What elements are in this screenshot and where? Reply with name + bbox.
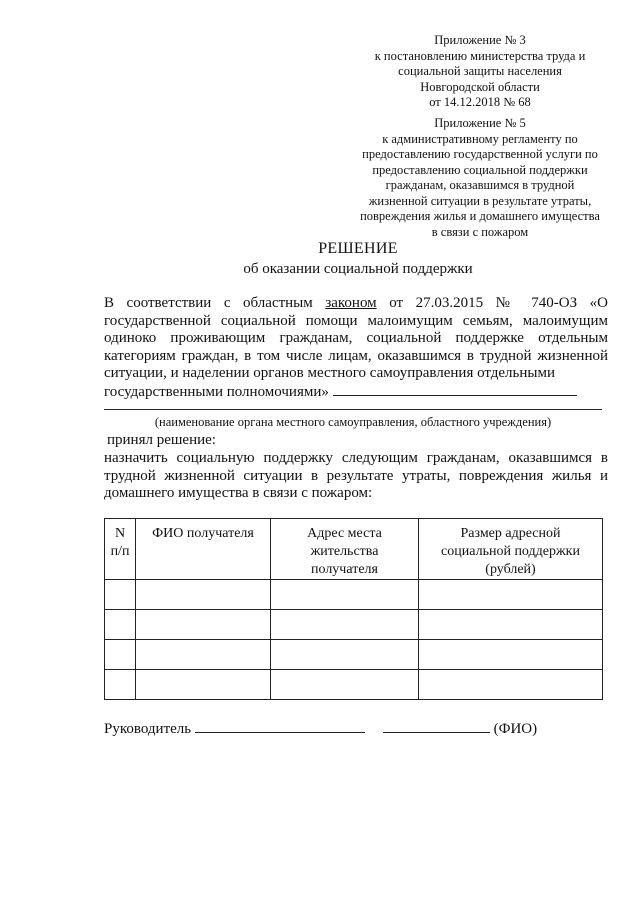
appendix-5-line: предоставлению государственной услуги по [362, 147, 598, 161]
header-number-line: п/п [110, 544, 130, 559]
table-cell[interactable] [419, 610, 603, 640]
appendix-5-line: повреждения жилья и домашнего имущества [360, 209, 600, 223]
appendix-3-line: к постановлению министерства труда и [374, 48, 586, 63]
table-cell[interactable] [105, 610, 136, 640]
appendix-5-line: предоставлению социальной поддержки [372, 162, 588, 177]
appendix-5-line: к административному регламенту по [382, 131, 578, 146]
header-number-line: N [114, 526, 126, 541]
recipients-table [104, 518, 603, 700]
header-fio [136, 519, 271, 580]
org-name-caption: (наименование органа местного самоуправления, областного учреждения) [154, 415, 552, 429]
header-address-line: жительства [310, 544, 379, 559]
table-row [105, 640, 603, 670]
table-cell[interactable] [105, 640, 136, 670]
table-row [105, 580, 603, 610]
appendix-5-line: Приложение № 5 [434, 116, 526, 130]
table-cell[interactable] [419, 640, 603, 670]
legal-basis-paragraph [104, 295, 608, 401]
table-cell[interactable] [136, 670, 271, 700]
header-amount-line: социальной поддержки [441, 544, 580, 559]
table-cell[interactable] [105, 670, 136, 700]
basis-text-before: В соответствии с областным [104, 295, 326, 311]
fio-label: (ФИО) [489, 721, 538, 737]
appendix-5-line: в связи с пожаром [431, 224, 529, 239]
table-row [105, 670, 603, 700]
appendix-5-line: гражданам, оказавшимся в трудной [385, 178, 575, 192]
header-number [105, 519, 136, 580]
appendix-3-line: Новгородской области [420, 79, 540, 94]
table-cell[interactable] [136, 640, 271, 670]
table-cell[interactable] [271, 670, 419, 700]
signature-label: Руководитель [104, 721, 195, 737]
table-cell[interactable] [419, 670, 603, 700]
document-title: РЕШЕНИЕ [318, 240, 398, 257]
appendix-3-line: социальной защиты населения [398, 64, 562, 78]
appendix-3-block [330, 33, 630, 111]
table-cell[interactable] [136, 610, 271, 640]
basis-text-after: от 27.03.2015 № 740-ОЗ «О государственной социальной помощи малоимущим семьям, малоимущим одиноко проживающим гражданам, социальной поддержке отдельным категориям граждан, в том числе лицам, оказавшимся в трудной жизненной ситуации, и наделении органов местного самоуправления отдельными [104, 295, 609, 381]
table-cell[interactable] [105, 580, 136, 610]
header-amount-line: Размер адресной [460, 526, 561, 541]
header-amount-line: (рублей) [485, 562, 536, 577]
header-address-line: получателя [311, 562, 378, 577]
header-address-line: Адрес места [307, 526, 382, 541]
appendix-5-block [330, 116, 630, 240]
table-row [105, 610, 603, 640]
authority-blank-field[interactable] [333, 383, 577, 396]
table-header-row [105, 519, 603, 580]
table-cell[interactable] [136, 580, 271, 610]
signature-blank-field[interactable] [195, 719, 365, 733]
table-cell[interactable] [271, 580, 419, 610]
header-amount [419, 519, 603, 580]
basis-last-line-text: государственными полномочиями» [104, 383, 333, 400]
header-address [271, 519, 419, 580]
table-cell[interactable] [271, 610, 419, 640]
document-subtitle: об оказании социальной поддержки [243, 261, 473, 277]
header-fio-line: ФИО получателя [152, 526, 254, 541]
signature-line [104, 719, 537, 738]
table-cell[interactable] [271, 640, 419, 670]
table-cell[interactable] [419, 580, 603, 610]
appendix-5-line: жизненной ситуации в результате утраты, [368, 193, 592, 208]
law-link[interactable]: законом [325, 295, 377, 311]
decision-label: принял решение: [107, 432, 216, 448]
appendix-3-line: от 14.12.2018 № 68 [429, 95, 531, 109]
org-name-blank-line[interactable] [104, 409, 602, 410]
appendix-3-line: Приложение № 3 [434, 33, 526, 47]
fio-blank-field[interactable] [383, 719, 490, 733]
decision-paragraph: назначить социальную поддержку следующим гражданам, оказавшимся в трудной жизненной ситуации в результате утраты, повреждения жилья и домашнего имущества в связи с пожаром: [104, 450, 608, 501]
basis-last-line [104, 383, 608, 402]
